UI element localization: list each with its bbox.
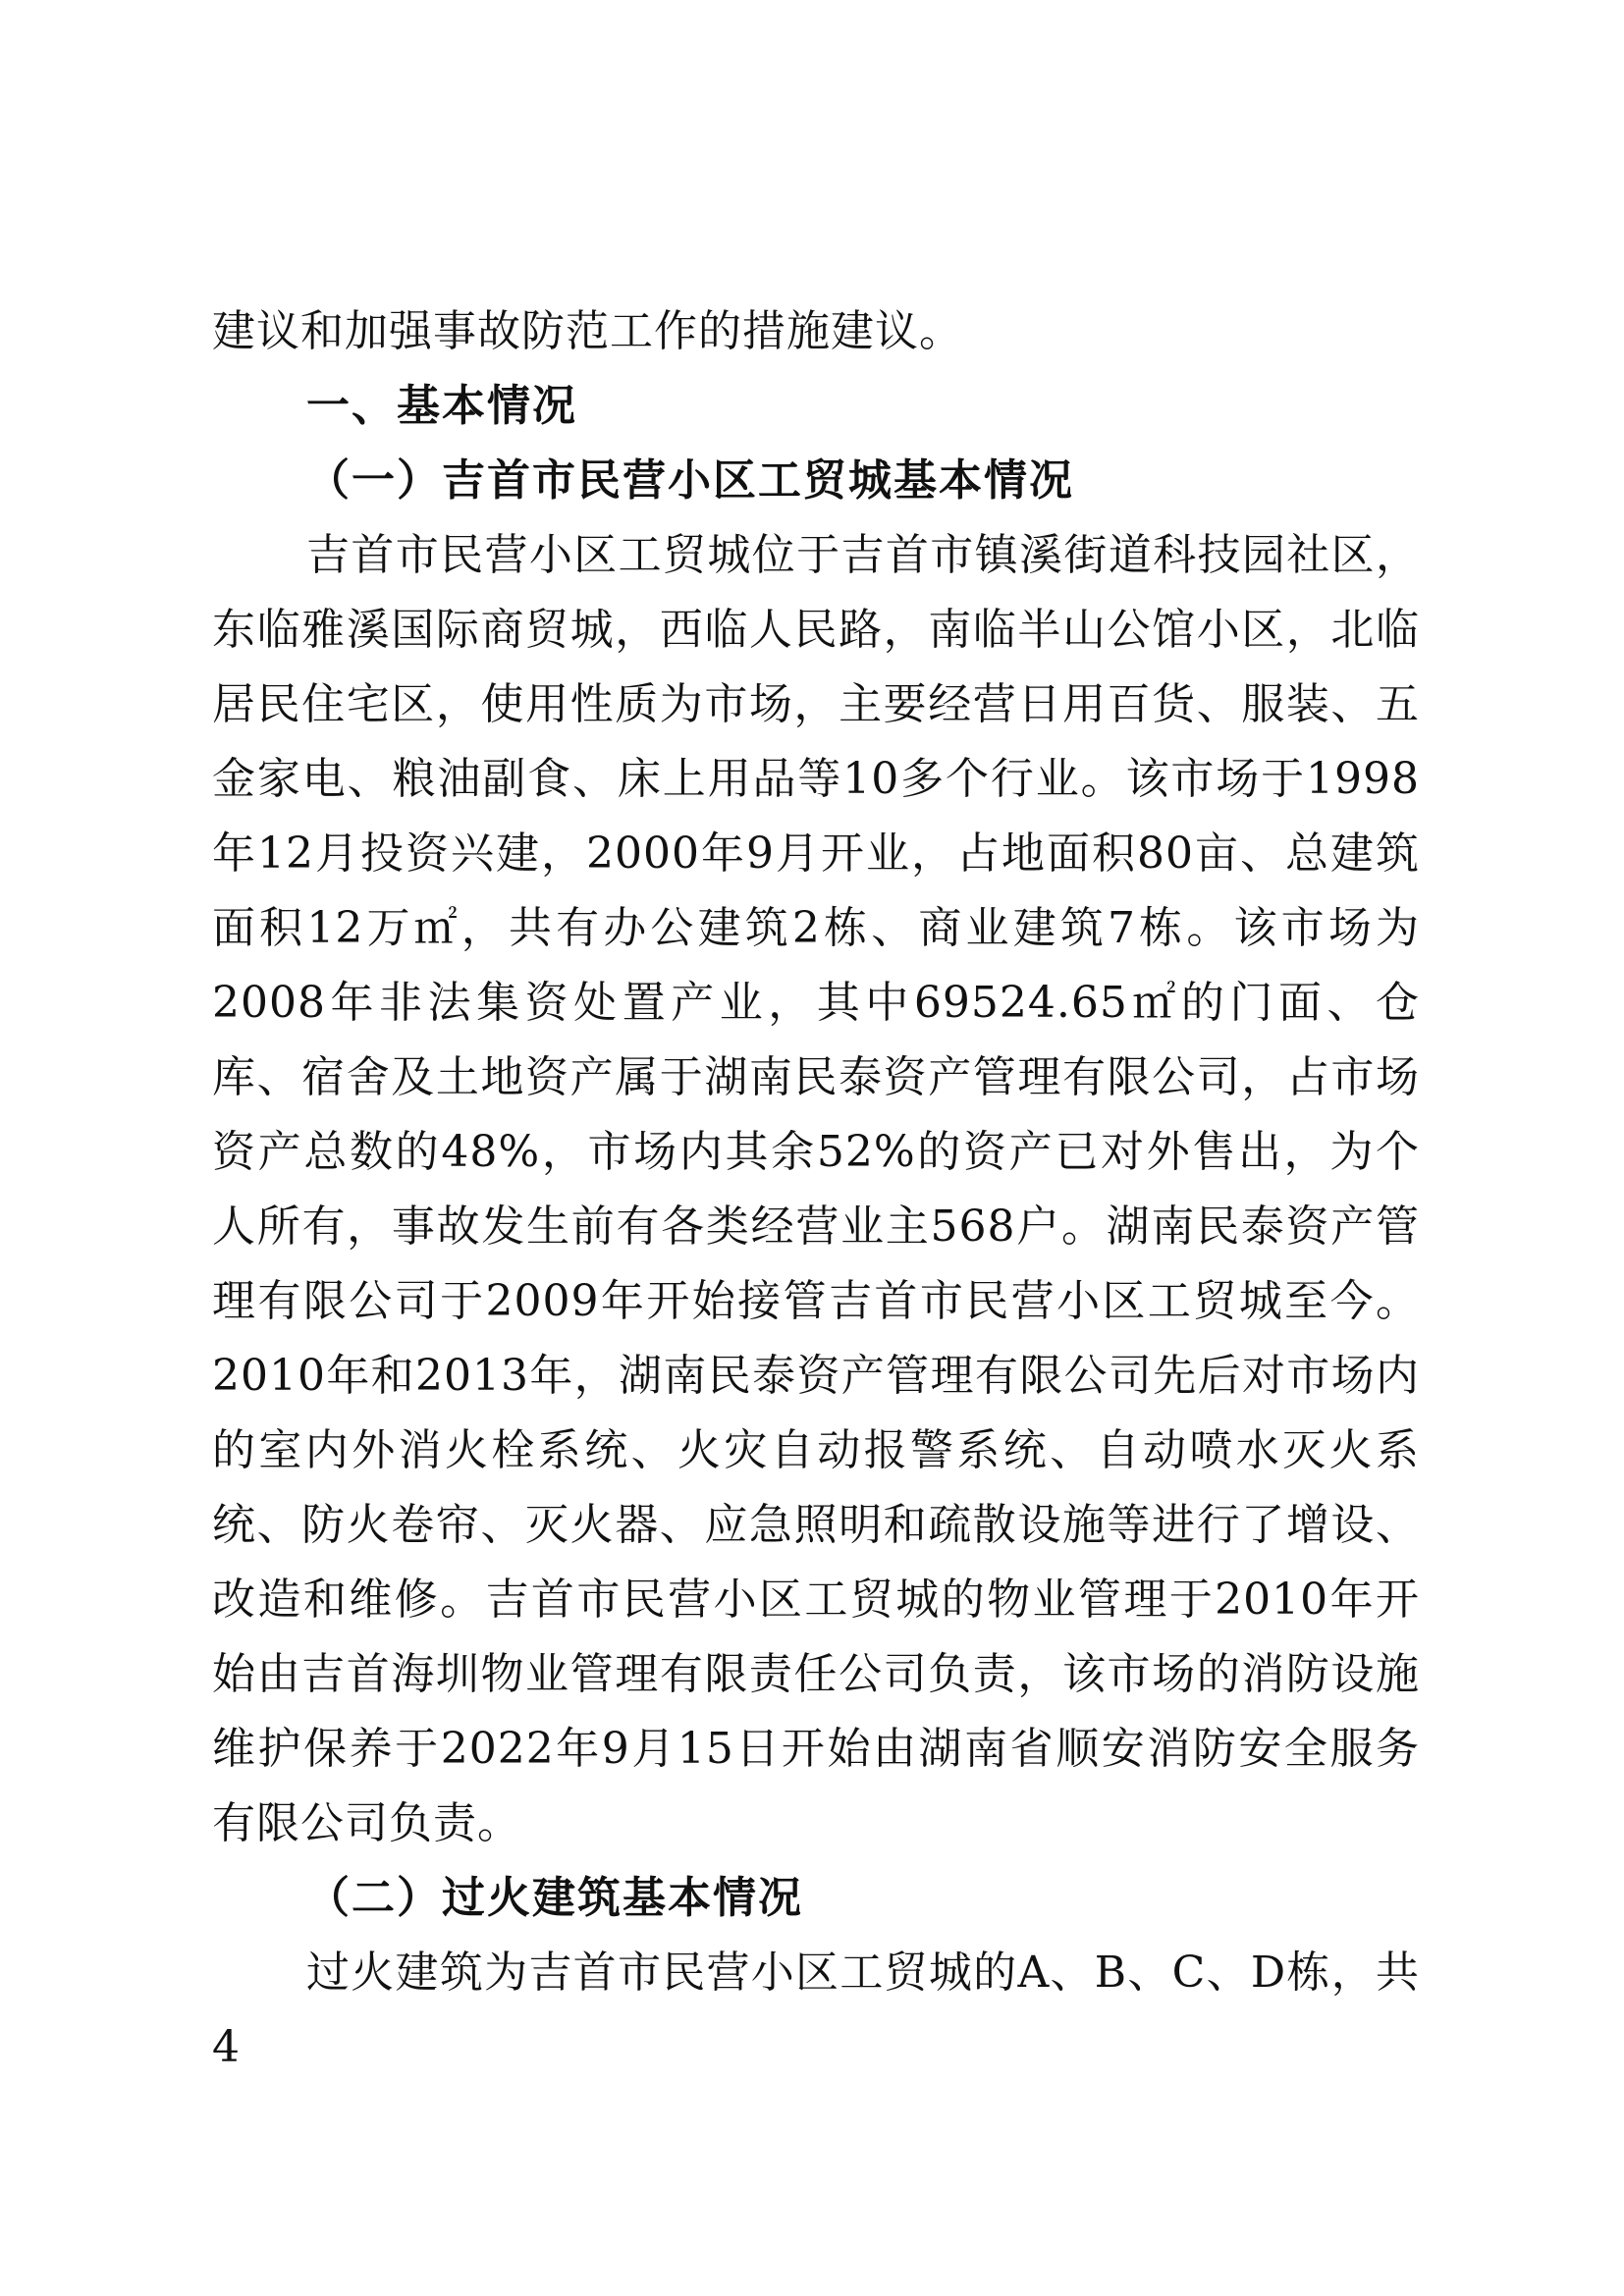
subsection-heading-building-info: （二）过火建筑基本情况 [306,1873,803,1923]
paragraph-building-description: 过火建筑为吉首市民营小区工贸城的A、B、C、D栋，共4 [212,1948,1420,2072]
section-heading-basic-info: 一、基本情况 [306,381,577,431]
paragraph-market-description: 吉首市民营小区工贸城位于吉首市镇溪街道科技园社区，东临雅溪国际商贸城，西临人民路，南临半山公馆小区，北临居民住宅区，使用性质为市场，主要经营日用百货、服装、五金家电、粮油副食、床上用品等10多个行业。该市场于1998年12月投资兴建，2000年9月开业，占地面积80亩、总建筑面积12万㎡，共有办公建筑2栋、商业建筑7栋。该市场为2008年非法集资处置产业，其中69524.65㎡的门面、仓库、宿舍及土地资产属于湖南民泰资产管理有限公司，占市场资产总数的48%，市场内其余52%的资产已对外售出，为个人所有，事故发生前有各类经营业主568户。湖南民泰资产管理有限公司于2009年开始接管吉首市民营小区工贸城至今。2010年和2013年，湖南民泰资产管理有限公司先后对市场内的室内外消火栓系统、火灾自动报警系统、自动喷水灭火系统、防火卷帘、灭火器、应急照明和疏散设施等进行了增设、改造和维修。吉首市民营小区工贸城的物业管理于2010年开始由吉首海圳物业管理有限责任公司负责，该市场的消防设施维护保养于2022年9月15日开始由湖南省顺安消防安全服务有限公司负责。 [212,530,1420,1848]
continuation-text: 建议和加强事故防范工作的措施建议。 [212,306,963,356]
document-body [212,294,1420,2085]
subsection-heading-market-info: （一）吉首市民营小区工贸城基本情况 [306,455,1074,506]
